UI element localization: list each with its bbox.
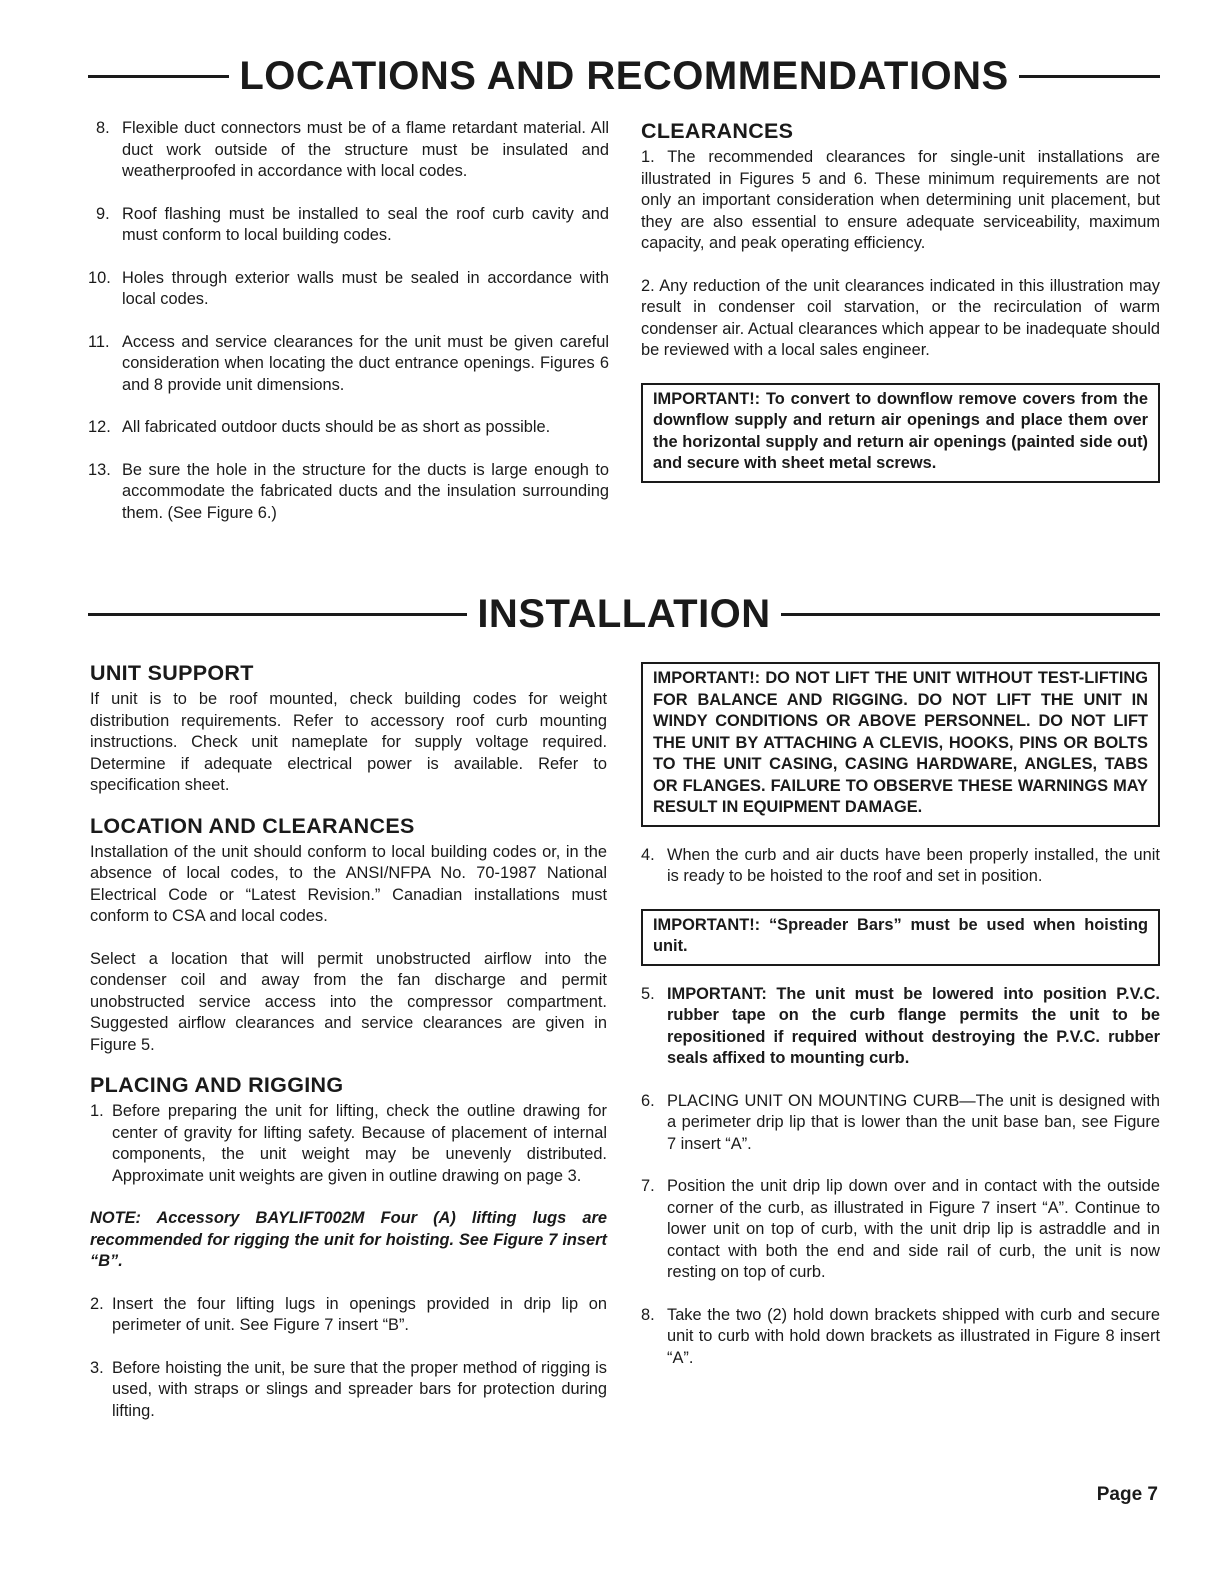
important-downflow-box: IMPORTANT!: To convert to downflow remove covers from the downflow supply and return air openings and place them over the horizontal supply and return air openings (painted side out) and secure with sheet metal screws.: [641, 383, 1160, 483]
list-item: 3. Before hoisting the unit, be sure that the proper method of rigging is used, with straps or slings and spreader bars for protection during lifting.: [90, 1358, 607, 1420]
list-item: 12. All fabricated outdoor ducts should be as short as possible.: [88, 418, 551, 436]
list-item: 6. PLACING UNIT ON MOUNTING CURB—The unit is designed with a perimeter drip lip that is lower than the unit base ban, see Figure 7 insert “A”.: [641, 1091, 1160, 1153]
location-clearances-paragraph-1: Installation of the unit should conform to local building codes or, in the absence of local codes, to the ANSI/NFPA No. 70-1987 National Electrical Code or “Latest Revision.” Canadian installations must conform to CSA and local codes.: [90, 842, 607, 925]
list-item: 10. Holes through exterior walls must be sealed in accordance with local codes.: [88, 268, 609, 308]
location-clearances-heading: LOCATION AND CLEARANCES: [90, 813, 415, 838]
unit-support-heading: UNIT SUPPORT: [90, 661, 254, 685]
list-item: 1. Before preparing the unit for lifting, check the outline drawing for center of gravity for lifting safety. Because of placement of internal components, the unit weight may be unevenly distributed. Approximate unit weights are given in outline drawing on page 3.: [90, 1102, 607, 1185]
lifting-lugs-note: NOTE: Accessory BAYLIFT002M Four (A) lifting lugs are recommended for rigging the unit for hoisting. See Figure 7 insert “B”.: [90, 1209, 607, 1270]
page-number: Page 7: [1096, 1484, 1158, 1505]
banner-rule-right: [1019, 75, 1160, 78]
banner-rule-right: [781, 613, 1160, 616]
clearances-paragraph-1: 1. The recommended clearances for single-unit installations are illustrated in Figures 5 and 6. These minimum requirements are not only an important consideration when determining unit placement, but they are also essential to ensure adequate serviceability, maximum capacity, and peak operating efficiency.: [641, 148, 1160, 252]
section-banner-locations: [88, 56, 1160, 96]
clearances-column: [641, 118, 1160, 483]
list-item: 13. Be sure the hole in the structure for the ducts is large enough to accommodate the fabricated ducts and the insulation surrounding them. (See Figure 6.): [88, 460, 609, 522]
section-title: INSTALLATION: [477, 592, 771, 636]
placing-rigging-heading: PLACING AND RIGGING: [90, 1073, 344, 1097]
location-clearances-paragraph-2: Select a location that will permit unobstructed airflow into the condenser coil and away from the fan discharge and permit unobstructed service access into the compressor compartment. Suggested airflow clearances and service clearances are given in Figure 5.: [90, 949, 607, 1054]
locations-left-column: [88, 118, 609, 545]
installation-left-column: [90, 660, 607, 1443]
list-item: 4. When the curb and air ducts have been properly installed, the unit is ready to be hoisted to the roof and set in position.: [641, 845, 1160, 885]
list-item: 8. Flexible duct connectors must be of a flame retardant material. All duct work outside of the structure must be insulated and weatherproofed in accordance with local codes.: [96, 119, 609, 180]
list-item: 7. Position the unit drip lip down over and in contact with the outside corner of the curb, as illustrated in Figure 7 insert “A”. Continue to lower unit on top of curb, with the unit drip lip is astraddle and in contact with both the end and side rail of curb, the unit is now resting on top of curb.: [641, 1177, 1160, 1281]
list-item: 11. Access and service clearances for the unit must be given careful consideration when locating the duct entrance openings. Figures 6 and 8 provide unit dimensions.: [88, 332, 609, 394]
recommendations-list: [88, 118, 609, 524]
list-item: 5. IMPORTANT: The unit must be lowered into position P.V.C. rubber tape on the curb flange permits the unit to be repositioned if required without destroying the P.V.C. rubber seals affixed to mounting curb.: [641, 984, 1160, 1067]
clearances-heading: CLEARANCES: [641, 119, 794, 143]
banner-rule-left: [88, 75, 229, 78]
list-item: 8. Take the two (2) hold down brackets shipped with curb and secure unit to curb with hold down brackets as illustrated in Figure 8 insert “A”.: [641, 1305, 1160, 1367]
important-lifting-warning-box: IMPORTANT!: DO NOT LIFT THE UNIT WITHOUT TEST-LIFTING FOR BALANCE AND RIGGING. DO NOT LIFT THE UNIT IN WINDY CONDITIONS OR ABOVE PERSONNEL. DO NOT LIFT THE UNIT BY ATTACHING A CLEVIS, HOOKS, PINS OR BOLTS TO THE UNIT CASING, CASING HARDWARE, ANGLES, TABS OR FLANGES. FAILURE TO OBSERVE THESE WARNINGS MAY RESULT IN EQUIPMENT DAMAGE.: [641, 662, 1160, 827]
section-banner-installation: [88, 594, 1160, 634]
important-spreader-bars-box: IMPORTANT!: “Spreader Bars” must be used when hoisting unit.: [641, 909, 1160, 966]
installation-right-column: [641, 662, 1160, 1390]
banner-rule-left: [88, 613, 467, 616]
list-item: 9. Roof flashing must be installed to seal the roof curb cavity and must conform to local building codes.: [96, 204, 609, 244]
list-item: 2. Insert the four lifting lugs in openings provided in drip lip on perimeter of unit. See Figure 7 insert “B”.: [90, 1294, 607, 1334]
section-title: LOCATIONS AND RECOMMENDATIONS: [239, 54, 1009, 98]
unit-support-text: If unit is to be roof mounted, check building codes for weight distribution requirements. Refer to accessory roof curb mounting instructions. Check unit nameplate for supply voltage required. Determine if adequate electrical power is available. Refer to specification sheet.: [90, 690, 607, 794]
clearances-paragraph-2: 2. Any reduction of the unit clearances indicated in this illustration may result in condenser coil starvation, or the recirculation of warm condenser air. Actual clearances which appear to be inadequate should be reviewed with a local sales engineer.: [641, 276, 1160, 359]
